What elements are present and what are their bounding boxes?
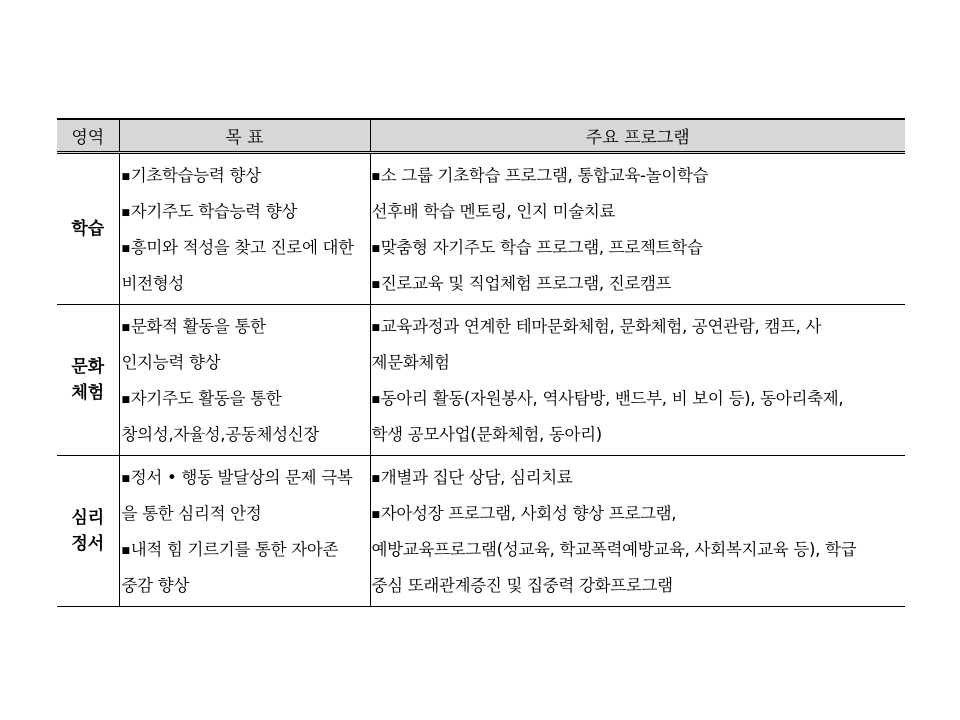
cell-line: [371, 381, 906, 417]
cell-line: [120, 417, 370, 453]
cell-line: [120, 496, 370, 532]
bullet-icon: ■: [371, 323, 380, 333]
bullet-icon: ■: [121, 208, 130, 218]
cell-line: [120, 345, 370, 381]
line-text: 흥미와 적성을 찾고 진로에 대한: [130, 238, 354, 257]
program-table: [57, 118, 905, 607]
line-text: 정서 • 행동 발달상의 문제 극복: [130, 468, 353, 487]
bullet-icon: ■: [121, 323, 130, 333]
line-text: 을 통한 심리적 안정: [121, 504, 262, 523]
bullet-icon: ■: [121, 546, 130, 556]
bullet-icon: ■: [121, 244, 130, 254]
bullet-icon: ■: [371, 280, 380, 290]
line-text: 교육과정과 연계한 테마문화체험, 문화체험, 공연관람, 캠프, 사: [380, 317, 822, 336]
cell-line: [120, 309, 370, 345]
area-label: 문화: [71, 357, 105, 377]
cell-line: [120, 194, 370, 230]
program-cell: [370, 305, 905, 456]
bullet-icon: ■: [121, 172, 130, 182]
line-text: 학생 공모사업(문화체험, 동아리): [371, 425, 602, 444]
cell-line: [371, 568, 906, 604]
line-text: 예방교육프로그램(성교육, 학교폭력예방교육, 사회복지교육 등), 학급: [371, 540, 857, 559]
line-text: 인지능력 향상: [121, 353, 221, 372]
table-row: [57, 305, 905, 456]
table-row: [57, 456, 905, 607]
table-row: [57, 153, 905, 305]
cell-line: [371, 158, 906, 194]
cell-line: [371, 194, 906, 230]
cell-line: [371, 417, 906, 453]
cell-line: [120, 381, 370, 417]
area-cell: [57, 153, 119, 305]
line-text: 개별과 집단 상담, 심리치료: [380, 468, 573, 487]
area-label: 심리: [71, 508, 105, 528]
bullet-icon: ■: [371, 474, 380, 484]
line-text: 소 그룹 기초학습 프로그램, 통합교육-놀이학습: [380, 166, 709, 185]
line-text: 자기주도 학습능력 향상: [130, 202, 297, 221]
line-text: 창의성,자율성,공동체성신장: [121, 425, 320, 444]
line-text: 진로교육 및 직업체험 프로그램, 진로캠프: [380, 274, 672, 293]
bullet-icon: ■: [371, 244, 380, 254]
area-cell: [57, 456, 119, 607]
line-text: 선후배 학습 멘토링, 인지 미술치료: [371, 202, 616, 221]
program-cell: [370, 153, 905, 305]
area-label: 정서: [71, 534, 105, 554]
line-text: 자아성장 프로그램, 사회성 향상 프로그램,: [380, 504, 677, 523]
bullet-icon: ■: [371, 172, 380, 182]
table-header-row: [57, 119, 905, 153]
line-text: 동아리 활동(자원봉사, 역사탐방, 밴드부, 비 보이 등), 동아리축제,: [380, 389, 844, 408]
bullet-icon: ■: [121, 395, 130, 405]
line-text: 자기주도 활동을 통한: [130, 389, 282, 408]
cell-line: [120, 230, 370, 266]
line-text: 제문화체험: [371, 353, 450, 372]
area-label: 체험: [71, 383, 105, 403]
cell-line: [120, 532, 370, 568]
area-cell: [57, 305, 119, 456]
goal-cell: [119, 153, 370, 305]
cell-line: [371, 230, 906, 266]
goal-cell: [119, 456, 370, 607]
cell-line: [120, 460, 370, 496]
table-body: [57, 153, 905, 607]
cell-line: [120, 568, 370, 604]
cell-line: [120, 266, 370, 302]
cell-line: [371, 309, 906, 345]
goal-cell: [119, 305, 370, 456]
bullet-icon: ■: [371, 510, 380, 520]
cell-line: [120, 158, 370, 194]
area-label: 학습: [71, 219, 105, 239]
cell-line: [371, 345, 906, 381]
line-text: 기초학습능력 향상: [130, 166, 261, 185]
cell-line: [371, 496, 906, 532]
line-text: 맞춤형 자기주도 학습 프로그램, 프로젝트학습: [380, 238, 703, 257]
cell-line: [371, 532, 906, 568]
program-cell: [370, 456, 905, 607]
bullet-icon: ■: [121, 474, 130, 484]
header-area: 영역: [57, 119, 119, 153]
cell-line: [371, 460, 906, 496]
line-text: 중감 향상: [121, 576, 190, 595]
line-text: 비전형성: [121, 274, 185, 293]
header-program: 주요 프로그램: [370, 119, 905, 153]
line-text: 내적 힘 기르기를 통한 자아존: [130, 540, 339, 559]
bullet-icon: ■: [371, 395, 380, 405]
cell-line: [371, 266, 906, 302]
header-goal: 목 표: [119, 119, 370, 153]
line-text: 중심 또래관계증진 및 집중력 강화프로그램: [371, 576, 673, 595]
line-text: 문화적 활동을 통한: [130, 317, 266, 336]
